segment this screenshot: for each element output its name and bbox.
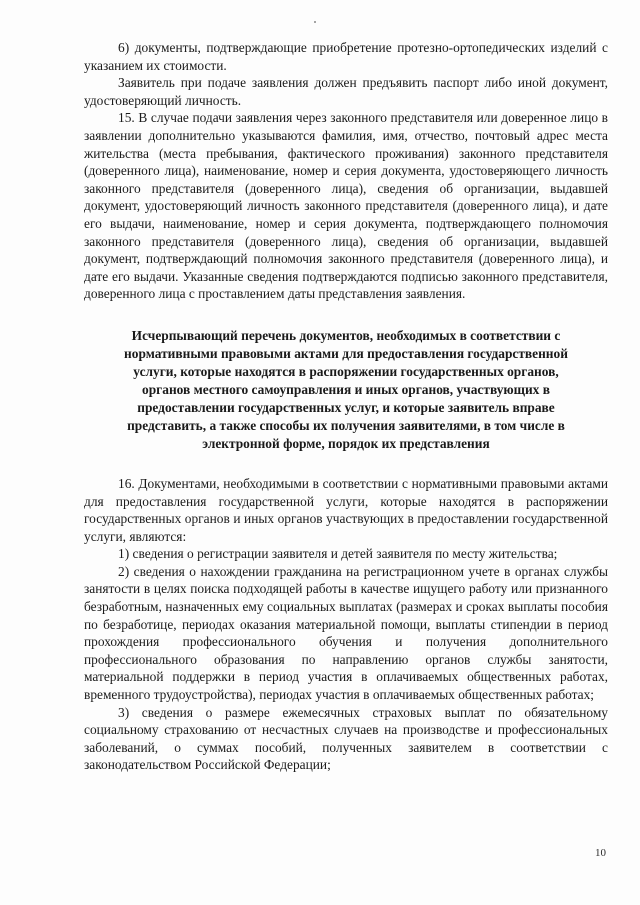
paragraph-16-item-2: 2) сведения о нахождении гражданина на регистрационном учете в органах службы занятости в целях поиска подходящей работы в качестве ищущего работу или признанного безработным, назначенных ему социальных выплатах (размерах и сроках выплаты пособия по безработице, периодах оказания материальной помощи, выплаты стипендии в период прохождения профессионального обучения и получения дополнительного профессионального образования по направлению органов службы занятости, материальной поддержки в период участия в оплачиваемых общественных работах, временного трудоустройства), периодах участия в оплачиваемых общественных работах; (84, 563, 608, 703)
document-body (84, 39, 608, 774)
heading-line: органов местного самоуправления и иных органов, участвующих в (142, 381, 550, 397)
paragraph-16-item-1: 1) сведения о регистрации заявителя и детей заявителя по месту жительства; (118, 546, 558, 562)
heading-line: предоставлении государственных услуг, и которые заявитель вправе (137, 399, 555, 415)
paragraph-16-item-3: 3) сведения о размере ежемесячных страховых выплат по обязательному социальному страхованию от несчастных случаев на производстве и профессиональных заболеваний, о суммах пособий, полученных заявителем в соответствии с законодательством Российской Федерации; (84, 704, 608, 773)
heading-line: нормативными правовыми актами для предоставления государственной (124, 345, 568, 361)
paragraph-16: 16. Документами, необходимыми в соответствии с нормативными правовыми актами для предоставления государственной услуги, которые находятся в распоряжении государственных органов и иных органов участвующих в предоставлении государственной услуги, являются: (84, 475, 608, 544)
heading-line: услуги, которые находятся в распоряжении государственных органов, (133, 363, 559, 379)
heading-line: Исчерпывающий перечень документов, необходимых в соответствии с (131, 327, 561, 343)
section-heading (88, 327, 604, 453)
heading-line: представить, а также способы их получения заявителями, в том числе в (127, 417, 565, 433)
heading-line: электронной форме, порядок их представления (202, 435, 490, 451)
page-number: 10 (595, 847, 606, 859)
paragraph-passport: Заявитель при подаче заявления должен предъявить паспорт либо иной документ, удостоверяющий личность. (84, 75, 608, 108)
paragraph-15: 15. В случае подачи заявления через законного представителя или доверенное лицо в заявлении дополнительно указываются фамилия, имя, отчество, почтовый адрес места жительства (места пребывания, фактического проживания) законного представителя (доверенного лица), наименование, номер и серия документа, удостоверяющего личность законного представителя (доверенного лица), сведения об организации, выдавшей документ, удостоверяющий личность законного представителя (доверенного лица), и дате его выдачи, наименование, номер и серия документа, подтверждающего полномочия законного представителя (доверенного лица), сведения об организации, выдавшей документ, подтверждающий полномочия законного представителя (доверенного лица), и дате его выдачи. Указанные сведения подтверждаются подписью законного представителя, доверенного лица с проставлением даты представления заявления. (84, 110, 608, 302)
paragraph-item-6: 6) документы, подтверждающие приобретение протезно-ортопедических изделий с указанием их стоимости. (84, 40, 608, 73)
scan-dot (314, 21, 316, 23)
